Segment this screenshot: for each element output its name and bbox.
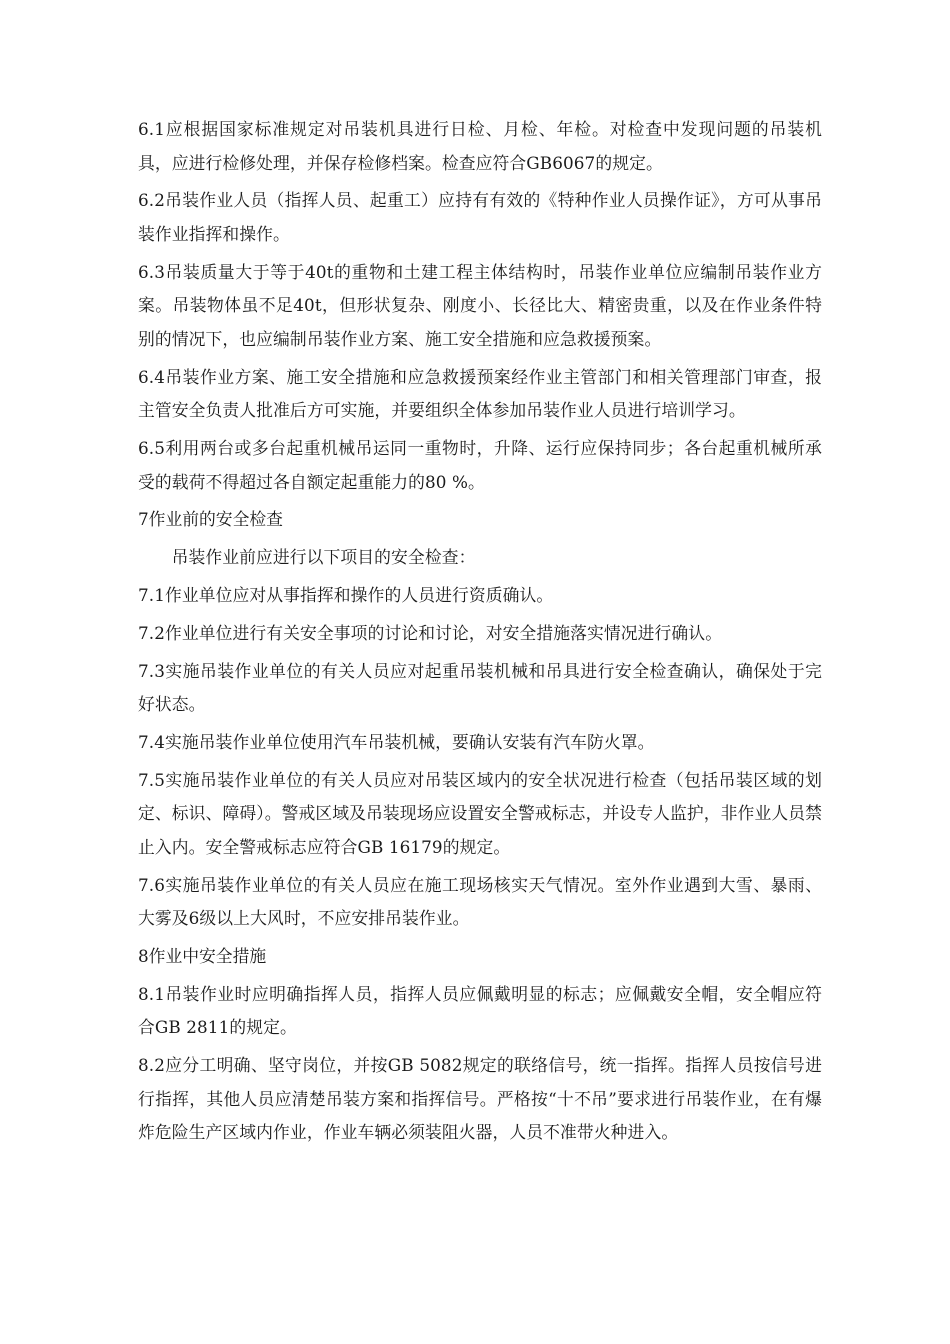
clause-7-3: 7.3实施吊装作业单位的有关人员应对起重吊装机械和吊具进行安全检查确认，确保处于完好状态。 xyxy=(138,660,822,715)
clause-6-4: 6.4吊装作业方案、施工安全措施和应急救援预案经作业主管部门和相关管理部门审查，报主管安全负责人批准后方可实施，并要组织全体参加吊装作业人员进行培训学习。 xyxy=(138,366,822,421)
clause-7-2: 7.2作业单位进行有关安全事项的讨论和讨论，对安全措施落实情况进行确认。 xyxy=(138,622,723,643)
clause-7-6: 7.6实施吊装作业单位的有关人员应在施工现场核实天气情况。室外作业遇到大雪、暴雨、大雾及6级以上大风时，不应安排吊装作业。 xyxy=(138,874,822,929)
clause-7-4: 7.4实施吊装作业单位使用汽车吊装机械，要确认安装有汽车防火罩。 xyxy=(138,731,655,752)
clause-6-2: 6.2吊装作业人员（指挥人员、起重工）应持有有效的《特种作业人员操作证》，方可从事吊装作业指挥和操作。 xyxy=(138,190,822,244)
clause-8-2: 8.2应分工明确、坚守岗位，并按GB 5082规定的联络信号，统一指挥。指挥人员按信号进行指挥，其他人员应清楚吊装方案和指挥信号。严格按“十不吊”要求进行吊装作业，在有爆炸危险生产区域内作业，作业车辆必须装阻火器，人员不准带火种进入。 xyxy=(138,1055,822,1143)
clause-6-1: 6.1应根据国家标准规定对吊装机具进行日检、月检、年检。对检查中发现问题的吊装机具，应进行检修处理，并保存检修档案。检查应符合GB6067的规定。 xyxy=(138,119,822,173)
clause-6-5: 6.5利用两台或多台起重机械吊运同一重物时，升降、运行应保持同步；各台起重机械所承受的载荷不得超过各自额定起重能力的80 %。 xyxy=(138,438,822,492)
clause-6-3: 6.3吊装质量大于等于40t的重物和土建工程主体结构时，吊装作业单位应编制吊装作业方案。吊装物体虽不足40t，但形状复杂、刚度小、长径比大、精密贵重，以及在作业条件特别的情况下，也应编制吊装作业方案、施工安全措施和应急救援预案。 xyxy=(138,261,822,349)
clause-7-5: 7.5实施吊装作业单位的有关人员应对吊装区域内的安全状况进行检查（包括吊装区域的划定、标识、障碍）。警戒区域及吊装现场应设置安全警戒标志，并设专人监护，非作业人员禁止入内。安全警戒标志应符合GB 16179的规定。 xyxy=(138,769,822,857)
clause-7-1: 7.1作业单位应对从事指挥和操作的人员进行资质确认。 xyxy=(138,585,554,606)
section-7-intro: 吊装作业前应进行以下项目的安全检查： xyxy=(171,547,476,568)
section-7-heading: 7作业前的安全检查 xyxy=(138,509,283,530)
document-body xyxy=(138,113,822,1154)
clause-8-1: 8.1吊装作业时应明确指挥人员，指挥人员应佩戴明显的标志；应佩戴安全帽，安全帽应符合GB 2811的规定。 xyxy=(138,983,822,1038)
section-8-heading: 8作业中安全措施 xyxy=(138,946,267,967)
